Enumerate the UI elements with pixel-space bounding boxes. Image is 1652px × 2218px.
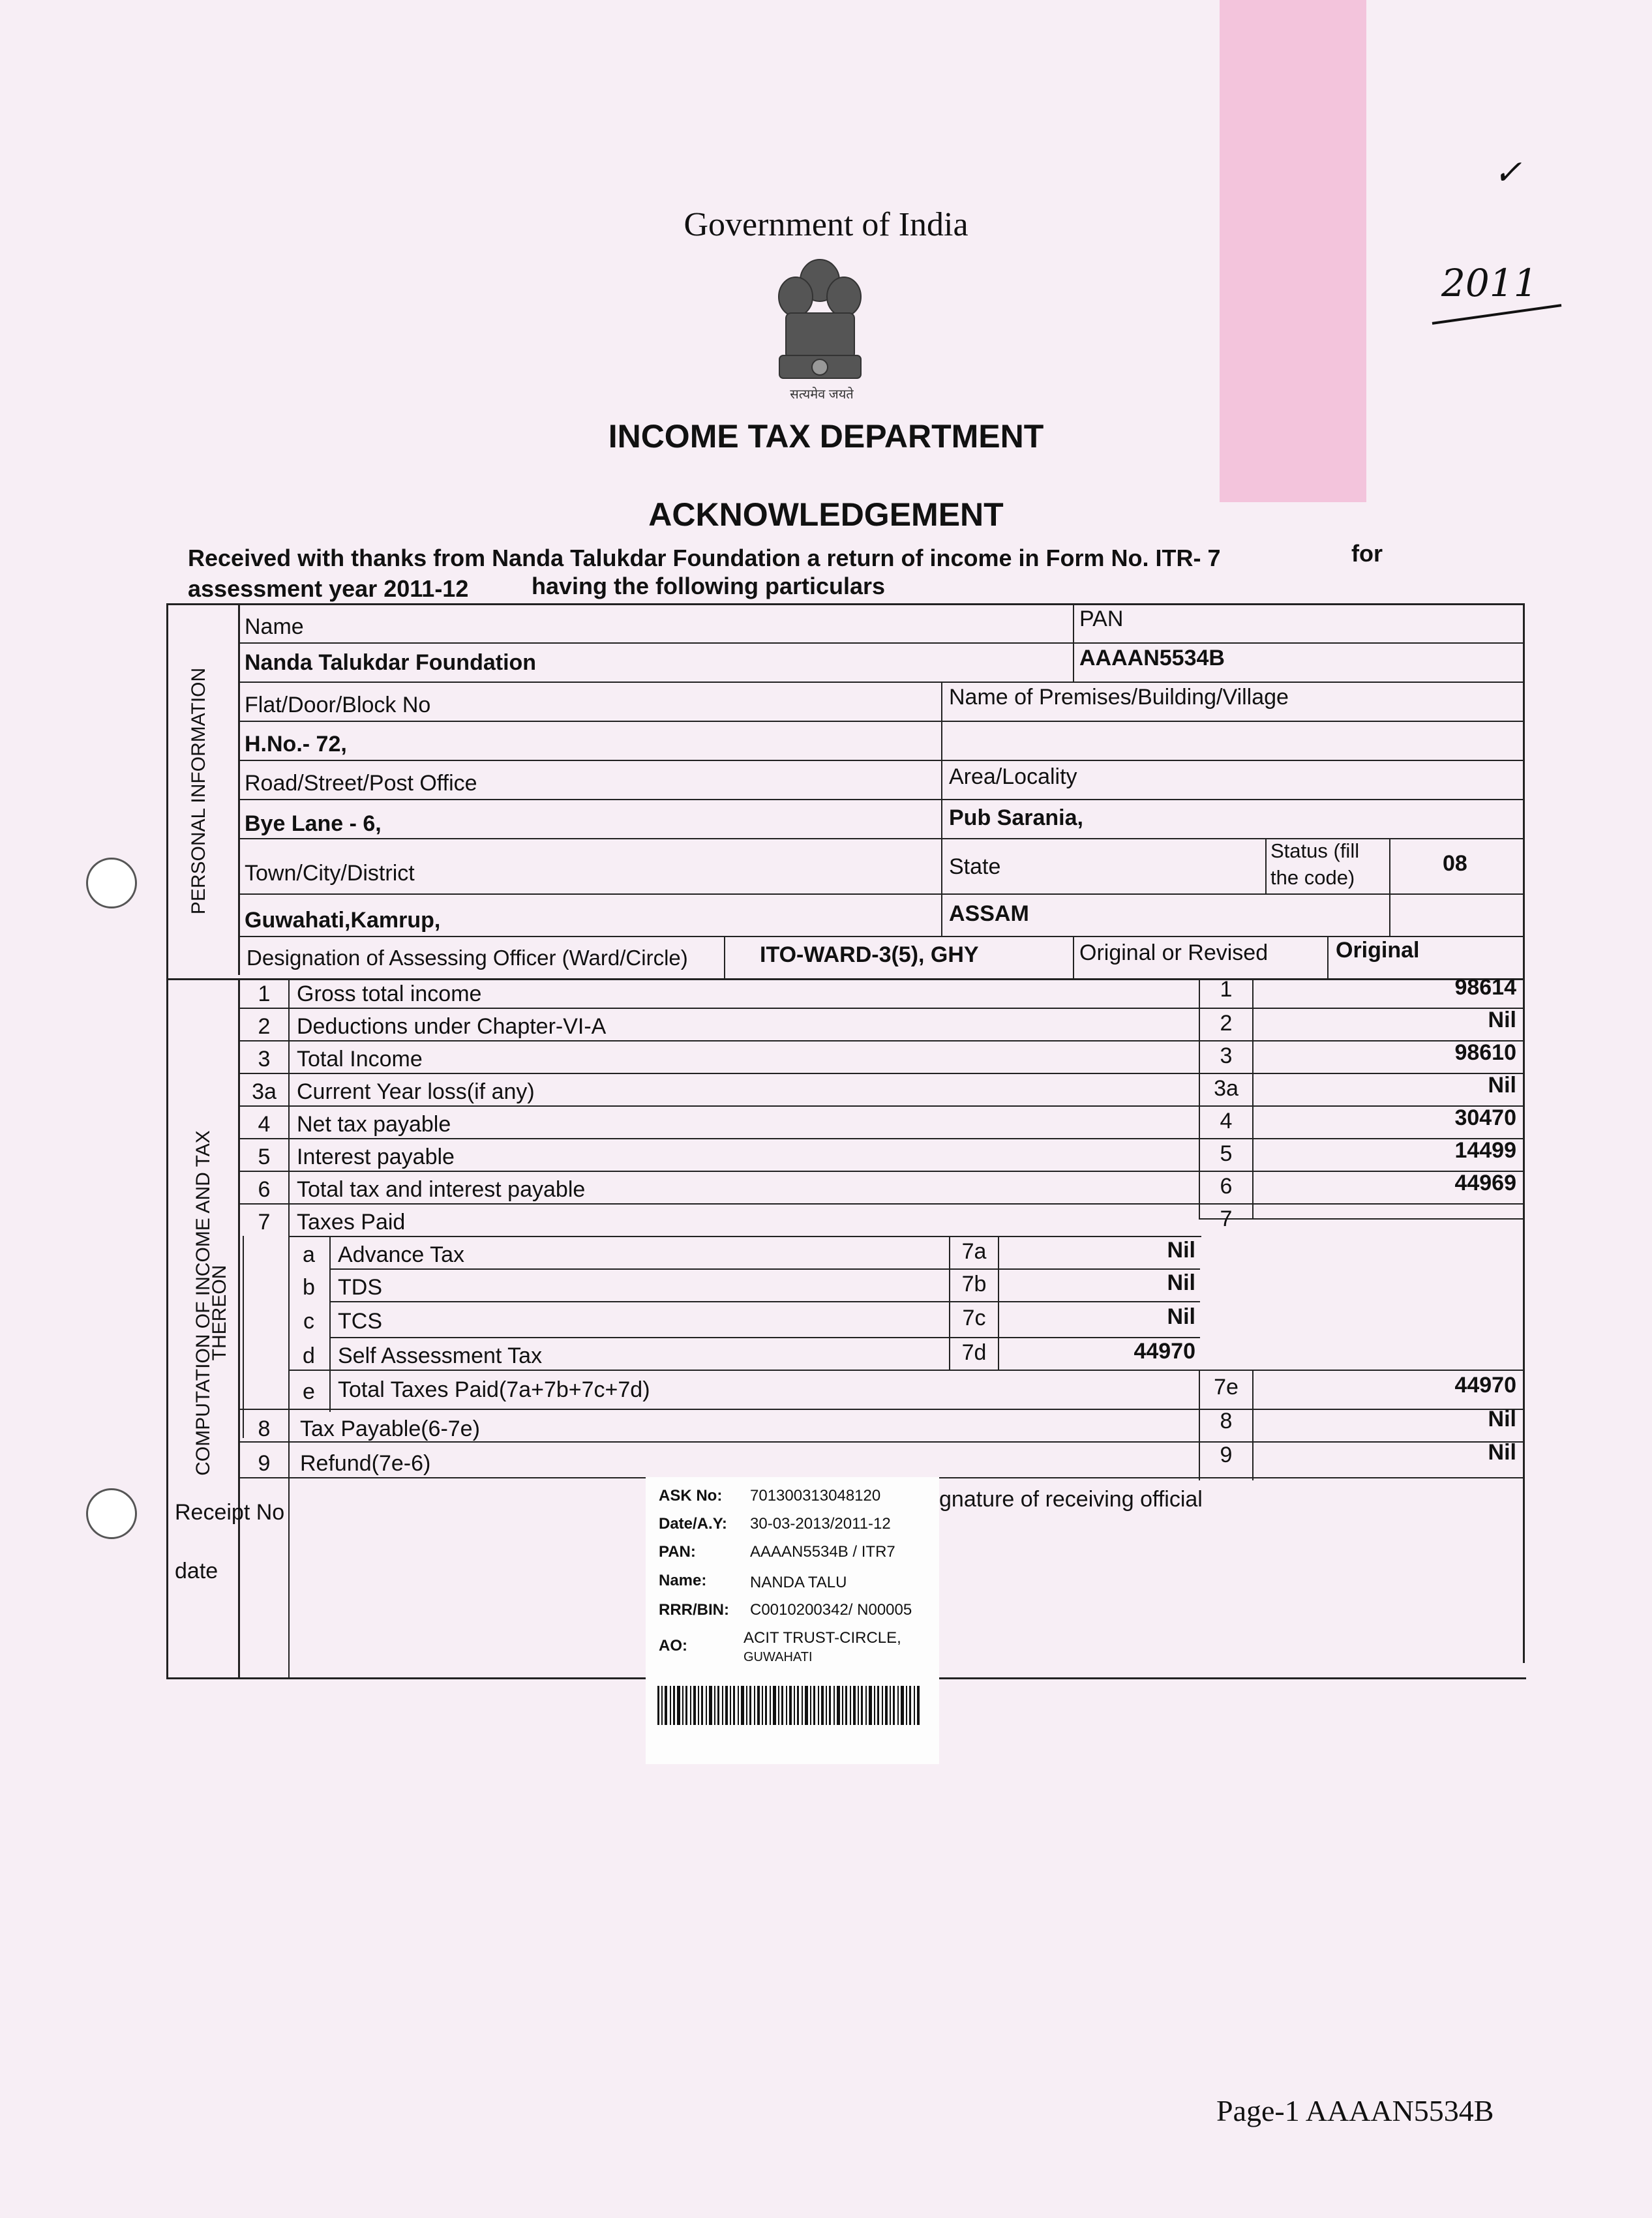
row-code: 9	[1220, 1443, 1233, 1467]
pan-label: PAN	[1079, 607, 1124, 631]
computation-label-2: THEREON	[209, 1265, 230, 1361]
original-revised-label: Original or Revised	[1079, 940, 1269, 965]
row-value: Nil	[1488, 1073, 1516, 1098]
sub-row-code: 7e	[1214, 1375, 1239, 1400]
assessing-officer-value: ITO-WARD-3(5), GHY	[760, 942, 979, 967]
sub-row-code: 7a	[961, 1239, 987, 1264]
row-value: 14499	[1454, 1138, 1516, 1163]
row-number: 5	[258, 1145, 271, 1169]
sub-row-letter: b	[303, 1275, 315, 1300]
row-value: 98610	[1454, 1040, 1516, 1065]
row-number: 4	[258, 1112, 271, 1137]
row-value: Nil	[1488, 1440, 1516, 1465]
row-label: Total tax and interest payable	[297, 1177, 586, 1202]
sub-row-value: 44970	[1134, 1339, 1195, 1364]
sub-row-value: Nil	[1167, 1304, 1195, 1329]
sub-row-label: Advance Tax	[338, 1242, 465, 1267]
row-code: 1	[1220, 977, 1233, 1002]
date-ay-label: Date/A.Y:	[659, 1515, 727, 1533]
ask-label: ASK No:	[659, 1487, 723, 1505]
row-number: 6	[258, 1177, 271, 1202]
row-label: Interest payable	[297, 1145, 455, 1169]
stamp-ao-value-1: ACIT TRUST-CIRCLE,	[743, 1629, 901, 1647]
state-value: ASSAM	[949, 901, 1029, 926]
stamp-pan-value: AAAAN5534B / ITR7	[750, 1543, 895, 1561]
row-label: Tax Payable(6-7e)	[300, 1416, 480, 1441]
row-number: 3	[258, 1047, 271, 1072]
acknowledgement-title: ACKNOWLEDGEMENT	[648, 496, 1004, 533]
handwritten-year: 2011	[1441, 261, 1538, 305]
received-line-2b: having the following particulars	[532, 573, 886, 599]
sub-row-code: 7b	[961, 1272, 987, 1296]
rrr-bin-label: RRR/BIN:	[659, 1601, 729, 1619]
row-code: 2	[1220, 1011, 1233, 1036]
row-code: 3	[1220, 1043, 1233, 1068]
stamp-name-value: NANDA TALU	[750, 1574, 847, 1591]
handwritten-underline	[1432, 304, 1562, 325]
department-heading: INCOME TAX DEPARTMENT	[608, 418, 1044, 455]
sub-row-letter: a	[303, 1242, 315, 1267]
sub-row-value: Nil	[1167, 1238, 1195, 1263]
date-label: date	[175, 1559, 218, 1583]
row-label: Taxes Paid	[297, 1210, 406, 1235]
sub-row-label: TCS	[338, 1309, 382, 1334]
row-label: Gross total income	[297, 982, 482, 1006]
receipt-no-label: Receipt No	[175, 1500, 285, 1525]
road-label: Road/Street/Post Office	[245, 771, 477, 796]
government-heading: Government of India	[683, 206, 969, 243]
row-number: 2	[258, 1014, 271, 1039]
stamp-pan-label: PAN:	[659, 1543, 696, 1561]
status-value: 08	[1443, 851, 1467, 876]
acknowledgement-sticker	[646, 1477, 939, 1764]
sub-row-label: Total Taxes Paid(7a+7b+7c+7d)	[338, 1377, 650, 1402]
row-code: 3a	[1214, 1076, 1239, 1101]
handwritten-tick: ✓	[1494, 153, 1522, 192]
row-value: Nil	[1488, 1407, 1516, 1431]
name-value: Nanda Talukdar Foundation	[245, 650, 537, 675]
town-value: Guwahati,Kamrup,	[245, 908, 441, 933]
emblem-motto: सत्यमेव जयते	[790, 387, 854, 402]
row-number: 7	[258, 1210, 271, 1235]
received-for: for	[1351, 540, 1383, 567]
state-label: State	[949, 854, 1001, 879]
rrr-bin-value: C0010200342/ N00005	[750, 1601, 912, 1619]
stamp-ao-label: AO:	[659, 1637, 687, 1655]
assessing-officer-label: Designation of Assessing Officer (Ward/Circle)	[247, 946, 688, 970]
sub-row-letter: e	[303, 1379, 315, 1404]
sub-row-letter: c	[303, 1309, 314, 1334]
row-code: 7	[1220, 1206, 1233, 1231]
row-label: Net tax payable	[297, 1112, 451, 1137]
received-line-2a: assessment year 2011-12	[188, 575, 469, 602]
status-label-2: the code)	[1270, 866, 1355, 889]
row-label: Deductions under Chapter-VI-A	[297, 1014, 607, 1039]
status-label-1: Status (fill	[1270, 839, 1360, 862]
area-label: Area/Locality	[949, 764, 1077, 789]
premises-label: Name of Premises/Building/Village	[949, 685, 1289, 710]
page-footer: Page-1 AAAAN5534B	[1216, 2094, 1494, 2127]
row-label: Refund(7e-6)	[300, 1451, 431, 1476]
sub-row-label: Self Assessment Tax	[338, 1343, 543, 1368]
sub-row-letter: d	[303, 1343, 315, 1368]
road-value: Bye Lane - 6,	[245, 811, 382, 836]
row-number: 3a	[252, 1079, 277, 1104]
row-code: 6	[1220, 1174, 1233, 1199]
signature-label: gnature of receiving official	[939, 1487, 1203, 1512]
personal-information-label: PERSONAL INFORMATION	[188, 667, 209, 915]
flat-label: Flat/Door/Block No	[245, 693, 431, 717]
row-value: 30470	[1454, 1105, 1516, 1130]
sub-row-label: TDS	[338, 1275, 382, 1300]
flat-value: H.No.- 72,	[245, 732, 347, 757]
barcode-icon	[657, 1686, 922, 1725]
date-ay-value: 30-03-2013/2011-12	[750, 1515, 891, 1533]
town-label: Town/City/District	[245, 861, 415, 886]
stamp-name-label: Name:	[659, 1572, 707, 1589]
punch-hole	[86, 1488, 137, 1539]
pan-value: AAAAN5534B	[1079, 646, 1225, 670]
sub-row-value: 44970	[1454, 1373, 1516, 1398]
row-label: Total Income	[297, 1047, 423, 1072]
row-number: 8	[258, 1416, 271, 1441]
row-label: Current Year loss(if any)	[297, 1079, 535, 1104]
original-revised-value: Original	[1336, 938, 1420, 963]
row-code: 8	[1220, 1409, 1233, 1433]
received-line-1: Received with thanks from Nanda Talukdar Foundation a return of income in Form No. ITR- 7	[188, 545, 1221, 571]
area-value: Pub Sarania,	[949, 805, 1083, 830]
punch-hole	[86, 858, 137, 908]
sub-row-code: 7d	[961, 1340, 987, 1365]
name-label: Name	[245, 614, 304, 639]
sub-row-code: 7c	[962, 1306, 986, 1330]
national-emblem-icon	[763, 251, 877, 401]
stamp-ao-value-2: GUWAHATI	[743, 1650, 813, 1664]
row-value: 98614	[1454, 975, 1516, 1000]
row-code: 4	[1220, 1109, 1233, 1133]
row-number: 1	[258, 982, 271, 1006]
row-code: 5	[1220, 1141, 1233, 1166]
computation-label-1: COMPUTATION OF INCOME AND TAX	[192, 1130, 214, 1476]
row-number: 9	[258, 1451, 271, 1476]
row-value: 44969	[1454, 1171, 1516, 1195]
row-value: Nil	[1488, 1008, 1516, 1032]
sub-row-value: Nil	[1167, 1270, 1195, 1295]
ask-value: 701300313048120	[750, 1487, 881, 1505]
